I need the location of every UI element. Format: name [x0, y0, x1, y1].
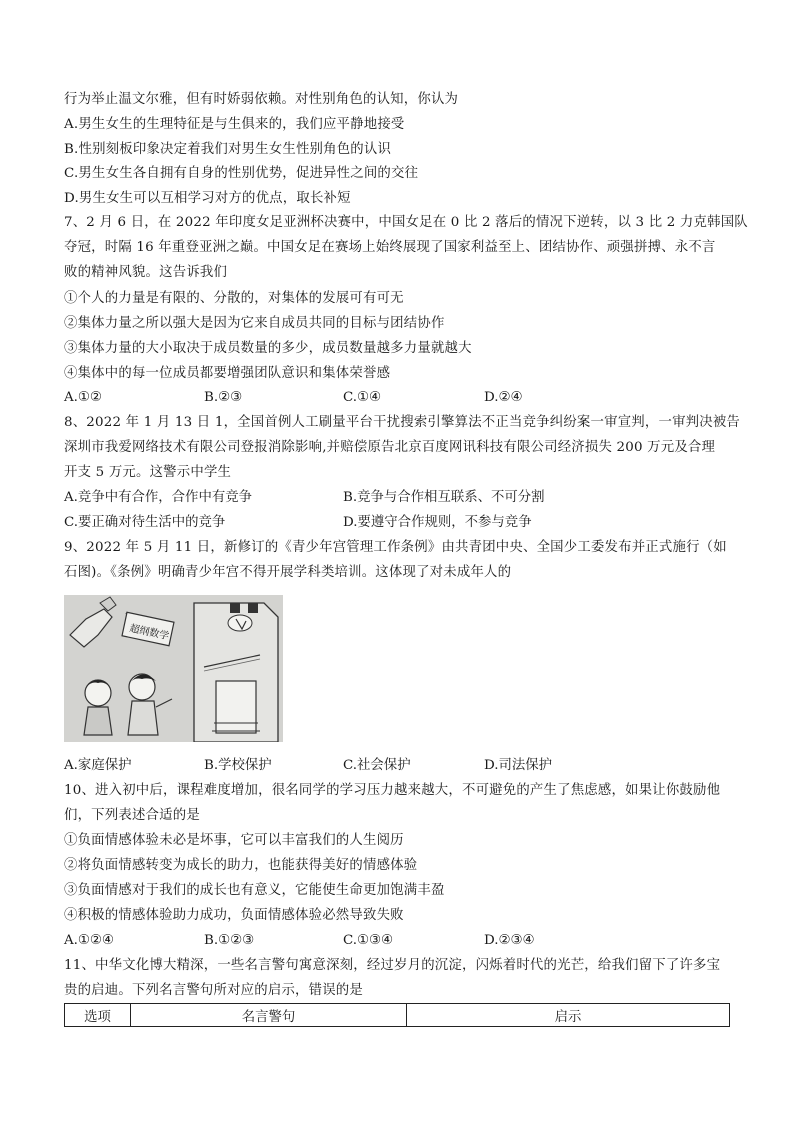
q8-stem-line-1: 8、2022 年 1 月 13 日 1，全国首例人工刷量平台干扰搜索引擎算法不正当竞争纠纷案一审宣判，一审判决被告 [64, 415, 741, 430]
q10-statement-2: ②将负面情感转变为成长的助力，也能获得美好的情感体验 [64, 858, 418, 873]
q9-option-c: C.社会保护 [343, 758, 411, 773]
q9-illustration-drawing [64, 595, 283, 742]
q10-option-a: A.①②④ [64, 933, 114, 948]
q11-stem-line-1: 11、中华文化博大精深，一些名言警句寓意深刻，经过岁月的沉淀，闪烁着时代的光芒，给我们留下了许多宝 [64, 958, 721, 973]
q10-option-b: B.①②③ [204, 933, 255, 948]
q10-option-d: D.②③④ [484, 933, 535, 948]
q7-option-d: D.②④ [484, 390, 523, 405]
q9-stem-line-1: 9、2022 年 5 月 11 日，新修订的《青少年宫管理工作条例》由共青团中央、全国少工委发布并正式施行（如 [64, 540, 727, 555]
q7-statement-1: ①个人的力量是有限的、分散的，对集体的发展可有可无 [64, 291, 404, 306]
q7-option-a: A.①② [64, 390, 102, 405]
q8-stem-line-3: 开支 5 万元。这警示中学生 [64, 465, 232, 480]
q7-stem-line-1: 7、2 月 6 日，在 2022 年印度女足亚洲杯决赛中，中国女足在 0 比 2 落后的情况下逆转，以 3 比 2 力克韩国队 [64, 215, 748, 230]
q9-option-a: A.家庭保护 [64, 758, 132, 773]
q7-option-c: C.①④ [343, 390, 382, 405]
q9-option-d: D.司法保护 [484, 758, 553, 773]
q9-option-b: B.学校保护 [204, 758, 272, 773]
q6-option-a: A.男生女生的生理特征是与生俱来的，我们应平静地接受 [64, 117, 405, 132]
q9-stem-line-2: 石图)。《条例》明确青少年宫不得开展学科类培训。这体现了对未成年人的 [64, 565, 512, 580]
q6-stem-end: 行为举止温文尔雅，但有时娇弱依赖。对性别角色的认知，你认为 [64, 92, 459, 107]
q11-table-header-row [65, 1004, 730, 1027]
q10-stem-line-2: 们，下列表述合适的是 [64, 808, 200, 823]
q9-figure-sign: 超纲数学 [128, 623, 170, 643]
q8-option-b: B.竞争与合作相互联系、不可分割 [343, 490, 545, 505]
q6-option-d: D.男生女生可以互相学习对方的优点，取长补短 [64, 191, 351, 206]
q8-option-a: A.竞争中有合作，合作中有竞争 [64, 490, 253, 505]
q7-statement-2: ②集体力量之所以强大是因为它来自成员共同的目标与团结协作 [64, 316, 445, 331]
q8-option-c: C.要正确对待生活中的竞争 [64, 515, 226, 530]
q8-option-d: D.要遵守合作规则，不参与竞争 [343, 515, 532, 530]
q11-header-quote: 名言警句 [131, 1004, 407, 1027]
q11-table [64, 1003, 730, 1027]
q7-stem-line-2: 夺冠，时隔 16 年重登亚洲之巅。中国女足在赛场上始终展现了国家利益至上、团结协作、顽强拼搏、永不言 [64, 240, 716, 255]
q6-option-b: B.性别刻板印象决定着我们对男生女生性别角色的认识 [64, 142, 392, 157]
q11-stem-line-2: 贵的启迪。下列名言警句所对应的启示，错误的是 [64, 983, 363, 998]
q10-statement-3: ③负面情感对于我们的成长也有意义，它能使生命更加饱满丰盈 [64, 883, 445, 898]
q7-statement-4: ④集体中的每一位成员都要增强团队意识和集体荣誉感 [64, 366, 391, 381]
q7-statement-3: ③集体力量的大小取决于成员数量的多少，成员数量越多力量就越大 [64, 341, 472, 356]
q10-option-c: C.①③④ [343, 933, 394, 948]
q6-option-c: C.男生女生各自拥有自身的性别优势，促进异性之间的交往 [64, 166, 419, 181]
q10-stem-line-1: 10、进入初中后，课程难度增加，很名同学的学习压力越来越大，不可避免的产生了焦虑感，如果让你鼓励他 [64, 783, 721, 798]
q11-header-option: 选项 [65, 1004, 131, 1027]
q10-statement-4: ④积极的情感体验助力成功，负面情感体验必然导致失败 [64, 908, 404, 923]
q9-illustration [64, 595, 283, 742]
q7-stem-line-3: 败的精神风貌。这告诉我们 [64, 265, 228, 280]
q10-statement-1: ①负面情感体验未必是坏事，它可以丰富我们的人生阅历 [64, 833, 404, 848]
q11-header-inspiration: 启示 [407, 1004, 730, 1027]
q8-stem-line-2: 深圳市我爱网络技术有限公司登报消除影响,并赔偿原告北京百度网讯科技有限公司经济损失 200 万元及合理 [64, 440, 716, 455]
q7-option-b: B.②③ [204, 390, 243, 405]
